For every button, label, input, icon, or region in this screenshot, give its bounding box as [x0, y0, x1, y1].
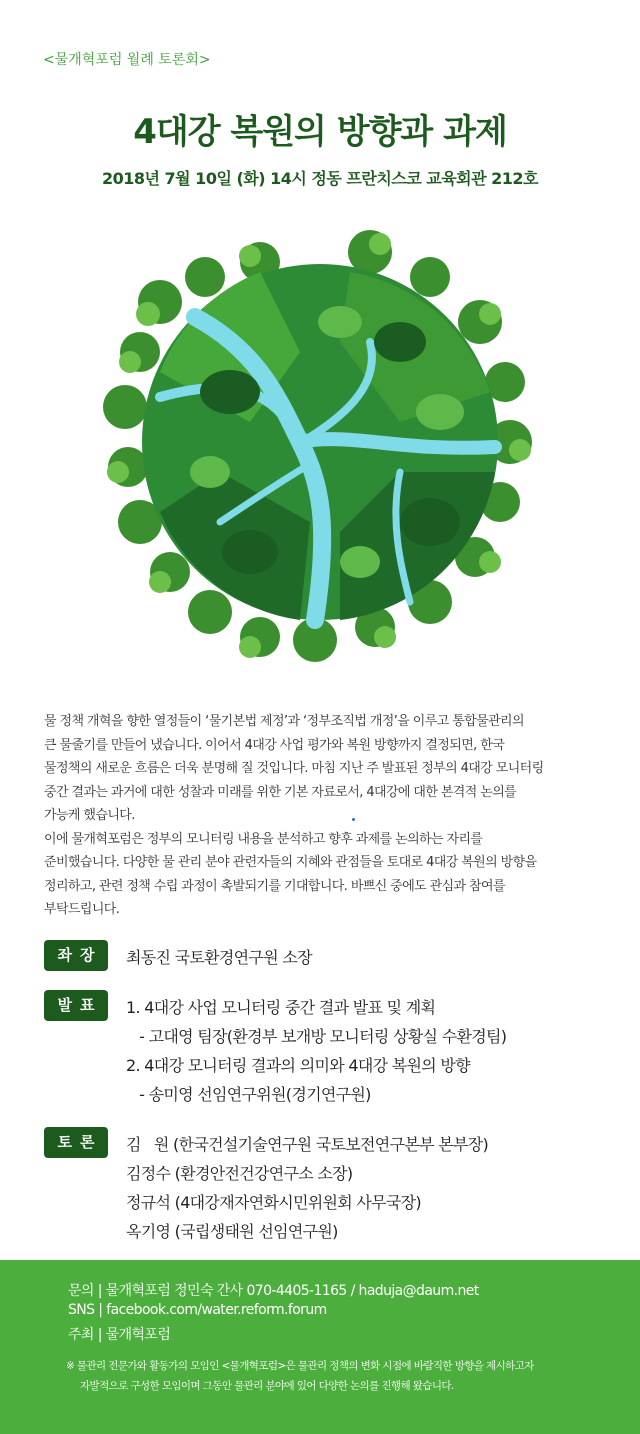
discussion-badge: 토론 [44, 1127, 108, 1158]
intro-line: 물 정책 개혁을 향한 열정들이 ‘물기본법 제정’과 ‘정부조직법 개정’을 이루고 통합물관리의 [44, 714, 524, 729]
discussant-line: 옥기영 (국립생태원 선임연구원) [126, 1222, 338, 1241]
chair-name: 최동진 국토환경연구원 소장 [126, 948, 312, 967]
footer-note-line: ※ 물관리 전문가와 활동가의 모임인 <물개혁포럼>은 물관리 정책의 변화 시점에 바람직한 방향을 제시하고자 [66, 1360, 534, 1372]
intro-line: 정리하고, 관련 정책 수립 과정이 촉발되기를 기대합니다. 바쁘신 중에도 관심과 참여를 [44, 878, 505, 894]
intro-line: 부탁드립니다. [44, 902, 120, 917]
intro-line: 이에 물개혁포럼은 정부의 모니터링 내용을 분석하고 향후 과제를 논의하는 자리를 [44, 831, 483, 847]
discussant-line: 김정수 (환경안전건강연구소 소장) [126, 1164, 353, 1183]
intro-line: 준비했습니다. 다양한 물 관리 분야 관련자들의 지혜와 관점들을 토대로 4대강 복원의 방향을 [44, 855, 537, 870]
presentation-line: 2. 4대강 모니터링 결과의 의미와 4대강 복원의 방향 [126, 1056, 470, 1075]
intro-line: 가능케 했습니다. [44, 808, 135, 823]
presentation-line: 1. 4대강 사업 모니터링 중간 결과 발표 및 계획 [126, 998, 436, 1017]
contact-info: 문의 | 물개혁포럼 정민숙 간사 070-4405-1165 / haduja@daum.net [68, 1283, 479, 1299]
host-info: 주최 | 물개혁포럼 [68, 1327, 171, 1343]
presentation-badge: 발표 [44, 990, 108, 1021]
intro-text [44, 710, 599, 922]
chair-badge: 좌장 [44, 940, 108, 971]
sns-link[interactable]: SNS | facebook.com/water.reform.forum [68, 1302, 327, 1318]
intro-line: 중간 결과는 과거에 대한 성찰과 미래를 위한 기본 자료로서, 4대강에 대한 본격적 논의를 [44, 784, 517, 800]
page-title: 4대강 복원의 방향과 과제 [133, 112, 507, 152]
event-series-label: <물개혁포럼 월례 토론회> [43, 52, 211, 68]
presentation-line: - 송미영 선임연구위원(경기연구원) [126, 1085, 371, 1104]
event-date-venue: 2018년 7월 10일 (화) 14시 정동 프란치스코 교육회관 212호 [101, 169, 539, 188]
discussant-line: 정규석 (4대강재자연화시민위원회 사무국장) [126, 1193, 421, 1212]
footer [0, 1260, 640, 1434]
earth-globe-icon [100, 222, 540, 662]
intro-line: 물정책의 새로운 흐름은 더욱 분명해 질 것입니다. 마침 지난 주 발표된 정부의 4대강 모니터링 [44, 761, 544, 776]
presentation-line: - 고대영 팀장(환경부 보개방 모니터링 상황실 수환경팀) [126, 1027, 507, 1046]
intro-line: 큰 물줄기를 만들어 냈습니다. 이어서 4대강 사업 평가와 복원 방향까지 결정되면, 한국 [44, 737, 505, 753]
discussant-line: 김 원 (한국건설기술연구원 국토보전연구본부 본부장) [126, 1135, 489, 1154]
stray-dot [352, 818, 355, 821]
footer-note-line: 자발적으로 구성한 모임이며 그동안 물관리 분야에 있어 다양한 논의를 진행해 왔습니다. [80, 1380, 454, 1392]
